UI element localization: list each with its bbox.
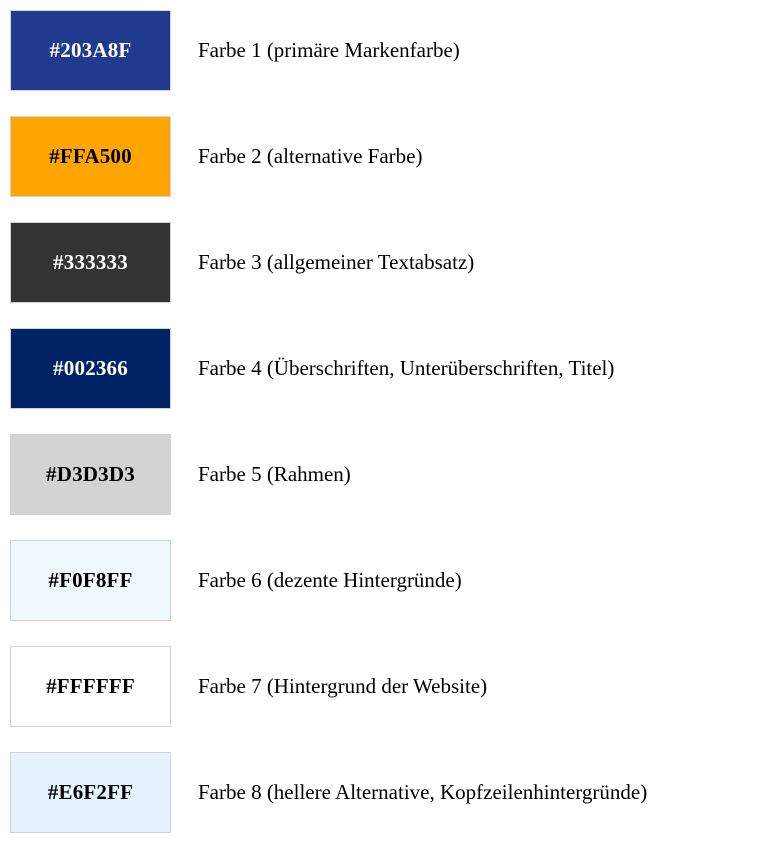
color-hex-label: #FFFFFF	[46, 674, 135, 698]
color-usage-label: Farbe 7 (Hintergrund der Website)	[198, 674, 488, 698]
palette-row	[10, 116, 776, 197]
color-swatch	[10, 752, 171, 833]
color-usage-label: Farbe 2 (alternative Farbe)	[198, 144, 423, 168]
color-usage-label: Farbe 8 (hellere Alternative, Kopfzeilenhintergründe)	[198, 780, 648, 804]
color-hex-label: #D3D3D3	[46, 462, 135, 486]
palette-row	[10, 328, 776, 409]
color-hex-label: #002366	[53, 356, 128, 380]
color-hex-label: #E6F2FF	[47, 780, 134, 804]
color-swatch	[10, 646, 171, 727]
color-swatch	[10, 328, 171, 409]
palette-row	[10, 10, 776, 91]
palette-row	[10, 752, 776, 833]
color-usage-label: Farbe 1 (primäre Markenfarbe)	[198, 38, 460, 62]
color-hex-label: #FFA500	[49, 144, 132, 168]
palette-row	[10, 434, 776, 515]
color-usage-label: Farbe 5 (Rahmen)	[198, 462, 351, 486]
palette-row	[10, 222, 776, 303]
color-swatch	[10, 116, 171, 197]
color-usage-label: Farbe 6 (dezente Hintergründe)	[198, 568, 462, 592]
color-usage-label: Farbe 3 (allgemeiner Textabsatz)	[198, 250, 475, 274]
palette-row	[10, 646, 776, 727]
color-usage-label: Farbe 4 (Überschriften, Unterüberschriften, Titel)	[198, 356, 615, 380]
color-hex-label: #F0F8FF	[48, 568, 133, 592]
color-hex-label: #333333	[53, 250, 128, 274]
color-hex-label: #203A8F	[49, 38, 132, 62]
color-swatch	[10, 540, 171, 621]
palette-row	[10, 540, 776, 621]
color-swatch	[10, 222, 171, 303]
color-swatch	[10, 10, 171, 91]
color-swatch	[10, 434, 171, 515]
